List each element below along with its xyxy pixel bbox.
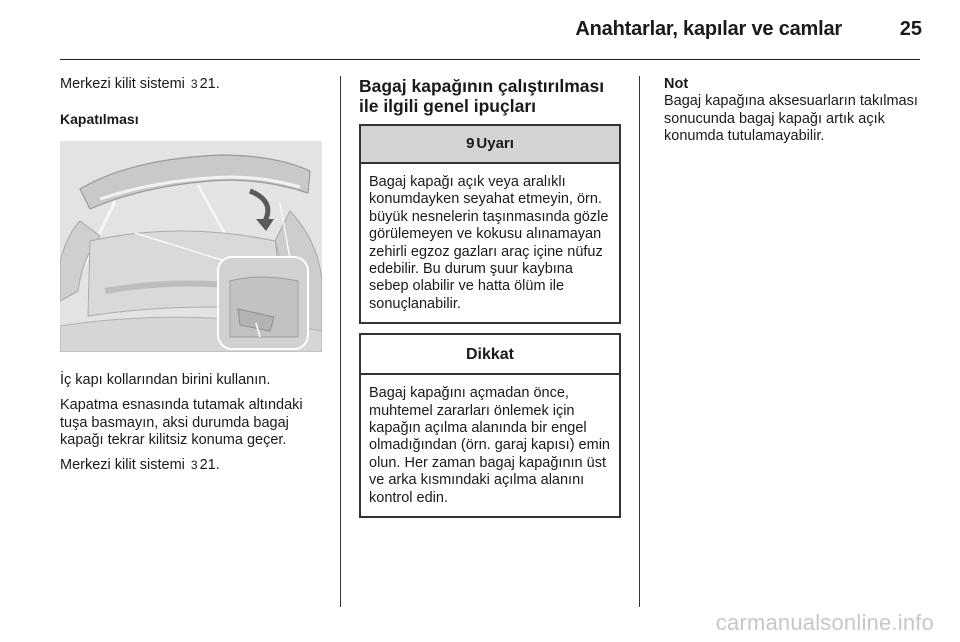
warning-box <box>359 124 621 324</box>
notice-box <box>359 333 621 518</box>
header-title: Anahtarlar, kapılar ve camlar <box>575 18 842 40</box>
ref-page: 21. <box>199 457 220 474</box>
reference-arrow-icon: 3 <box>190 77 198 91</box>
car-trunk-illustration <box>60 141 322 352</box>
column-divider-2 <box>639 76 640 607</box>
paragraph-inner-handle: İç kapı kollarından birini kullanın. <box>60 371 271 388</box>
right-column <box>664 76 926 146</box>
cross-reference-top <box>60 76 325 93</box>
watermark: carmanualsonline.info <box>715 610 934 635</box>
cross-reference-bottom <box>60 457 325 474</box>
paragraph-closing-warning: Kapatma esnasında tutamak altındaki tuşa basmayın, aksi durumda bagaj kapağı tekrar kilitsiz konuma geçer. <box>60 397 303 449</box>
reference-arrow-icon: 3 <box>190 458 198 473</box>
warning-triangle-icon: 9 <box>466 135 475 153</box>
note-label: Not <box>664 76 689 92</box>
ref-text: Merkezi kilit sistemi <box>60 76 185 92</box>
warning-body: Bagaj kapağı açık veya aralıklı konumdayken seyahat etmeyin, örn. büyük nesnelerin taşınmasında gözle görülemeyen ve kokusu alınamayan zehirli egzoz gazları araç içine nüfuz edebilir. Bu durum şuur kaybına sebep olabilir ve hatta ölüm ile sonuçlanabilir. <box>369 174 609 312</box>
header-rule <box>60 59 920 60</box>
left-column <box>60 76 325 483</box>
column-divider-1 <box>340 76 341 607</box>
notice-body: Bagaj kapağını açmadan önce, muhtemel zararları önlemek için kapağın açılma alanında bir engel olmadığından (örn. garaj kapısı) emin olun. Her zaman bagaj kapağının üst ve arka kısmındaki açılma alanını kontrol edin. <box>369 385 610 506</box>
ref-page: 21. <box>199 76 220 92</box>
warning-title: Uyarı <box>476 135 514 153</box>
section-title: Bagaj kapağının çalıştırılması ile ilgili genel ipuçları <box>359 76 605 116</box>
ref-text: Merkezi kilit sistemi <box>60 457 185 474</box>
page-number: 25 <box>899 18 922 40</box>
middle-column <box>359 76 621 518</box>
subheading-closing: Kapatılması <box>60 111 139 128</box>
note-body: Bagaj kapağına aksesuarların takılması sonucunda bagaj kapağı artık açık konumda tutulamayabilir. <box>664 93 918 145</box>
warning-header <box>361 126 619 164</box>
notice-header: Dikkat <box>361 335 619 375</box>
